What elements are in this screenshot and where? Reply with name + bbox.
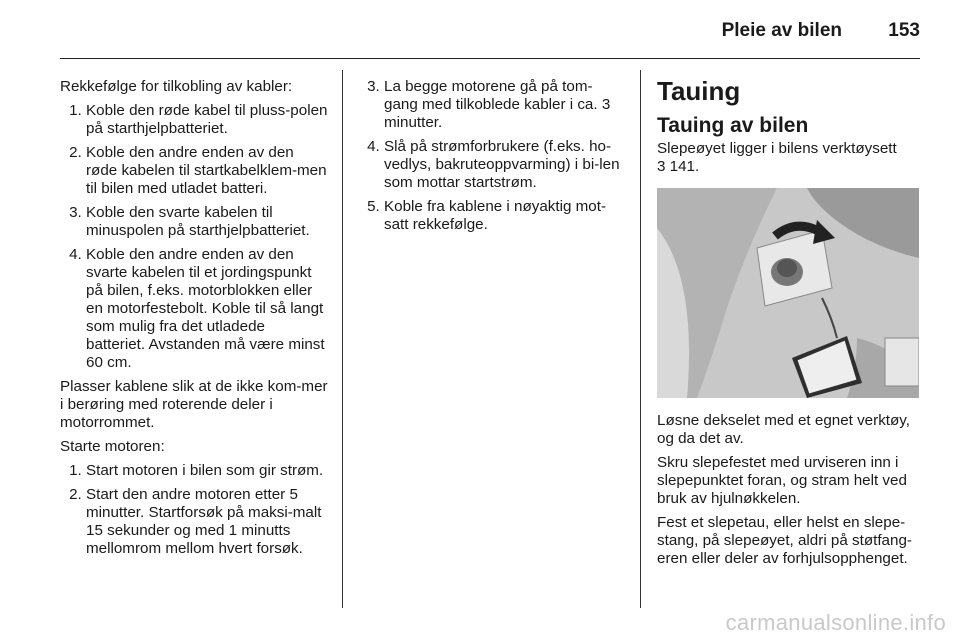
column-divider [640,70,641,608]
cable-placement-text: Plasser kablene slik at de ikke kom-mer i berøring med roterende deler i motorrommet. [60,378,328,431]
list-item: 2. Start den andre motoren etter 5 minutter. Startforsøk på maksi-malt 15 sekunder og med 1 minutts mellomrom mellom hvert forsøk. [86,486,328,558]
page-reference[interactable]: 3 141. [657,158,700,175]
list-item: 3. La begge motorene gå på tom-gang med tilkoblede kabler i ca. 3 minutter. [384,78,626,132]
page-number: 153 [888,20,920,41]
column-divider [342,70,343,608]
intro-text: Rekkefølge for tilkobling av kabler: [60,78,293,95]
column-1 [60,78,328,564]
connection-steps [60,102,328,372]
towing-step-3: Fest et slepetau, eller helst en slepe-stang, på slepeøyet, aldri på støtfang-eren eller deler av forhjulsopphenget. [657,514,912,567]
list-item: 1. Koble den røde kabel til pluss-polen på starthjelpbatteriet. [86,102,328,138]
list-item: 4. Slå på strømforbrukere (f.eks. ho-vedlys, bakruteoppvarming) i bi-len som mottar startstrøm. [384,138,626,192]
towing-step-1: Løsne dekselet med et egnet verktøy, og da det av. [657,412,910,447]
list-item: 1. Start motoren i bilen som gir strøm. [86,462,328,480]
list-item: 5. Koble fra kablene i nøyaktig mot-satt rekkefølge. [384,198,626,234]
towing-intro-text: Slepeøyet ligger i bilens verktøysett [657,140,897,157]
towing-eye-illustration [657,188,919,398]
watermark-text: carmanualsonline.info [725,610,946,635]
continued-steps [358,78,626,234]
column-2 [358,78,626,240]
section-title: Pleie av bilen [721,20,842,41]
start-heading: Starte motoren: [60,438,165,455]
towing-step-2: Skru slepefestet med urviseren inn i slepepunktet foran, og stram helt ved bruk av hjulnøkkelen. [657,454,907,507]
column-3 [657,78,921,574]
start-steps [60,462,328,558]
list-item: 4. Koble den andre enden av den svarte kabelen til et jordingspunkt på bilen, f.eks. motorblokken eller en motorfestebolt. Koble til så langt som mulig fra det utladede batteriet. Avstanden må være minst 60 cm. [86,246,328,372]
list-item: 2. Koble den andre enden av den røde kabelen til startkabelklem-men til bilen med utladet batteri. [86,144,328,198]
subsection-heading: Tauing av bilen [657,114,809,137]
section-heading: Tauing [657,76,741,106]
list-item: 3. Koble den svarte kabelen til minuspolen på starthjelpbatteriet. [86,204,328,240]
towing-intro [657,140,921,176]
page-header [60,14,920,59]
